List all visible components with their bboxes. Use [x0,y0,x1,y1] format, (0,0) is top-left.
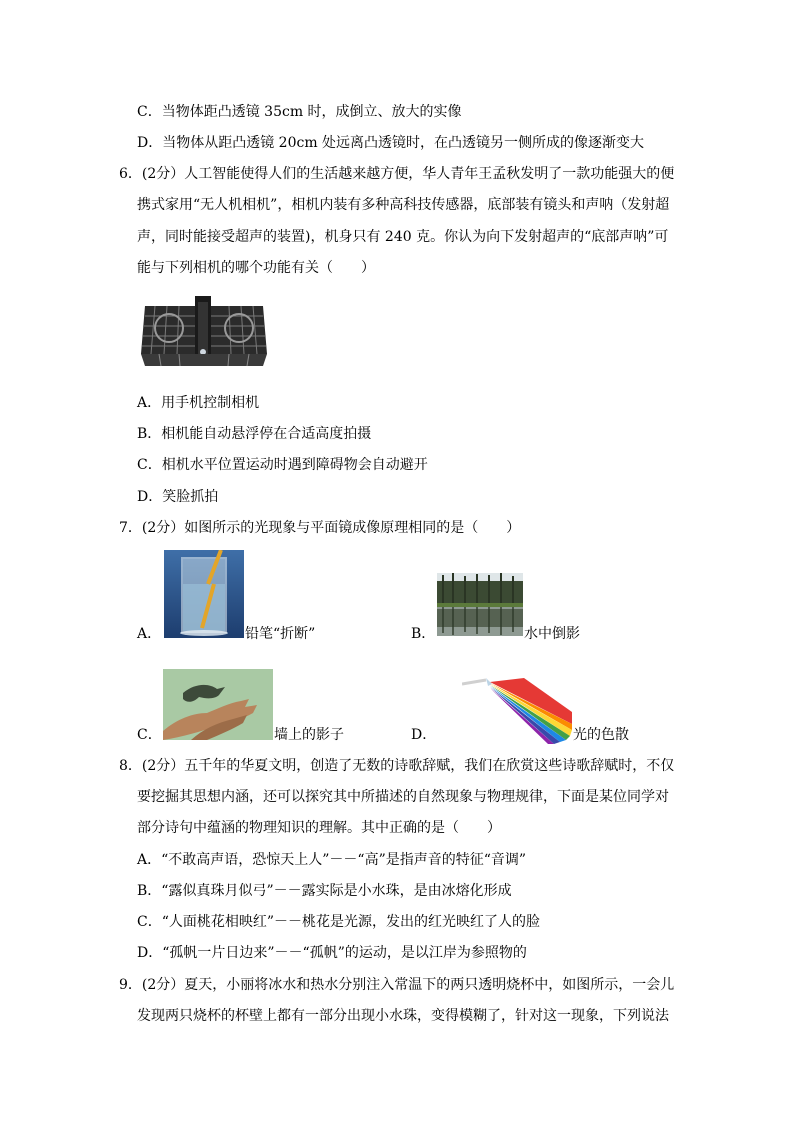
q7-option-c-caption: 墙上的影子 [274,727,344,743]
q8-option-a: A．“不敢高声语，恐惊天上人”－－“高”是指声音的特征“音调” [137,852,527,868]
q8-stem-line-1: 8．(2分）五千年的华夏文明，创造了无数的诗歌辞赋，我们在欣赏这些诗歌辞赋时，不仅 [119,758,675,774]
pencil-in-water-image [164,550,244,638]
q9-stem-line-2: 发现两只烧杯的杯壁上都有一部分出现小水珠，变得模糊了，针对这一现象，下列说法 [137,1008,669,1024]
q6-option-c: C．相机水平位置运动时遇到障碍物会自动避开 [137,457,428,473]
q5-option-d: D．当物体从距凸透镜 20cm 处远离凸透镜时，在凸透镜另一侧所成的像逐渐变大 [137,135,645,151]
q8-stem-line-2: 要挖掘其思想内涵，还可以探究其中所描述的自然现象与物理规律，下面是某位同学对 [137,789,669,805]
hand-shadow-image [163,669,273,740]
q7-option-d-caption: 光的色散 [573,727,629,743]
q6-stem-line-4: 能与下列相机的哪个功能有关（ ） [137,260,375,276]
q8-option-c: C．“人面桃花相映红”－－桃花是光源，发出的红光映红了人的脸 [137,914,541,930]
q6-option-b: B．相机能自动悬浮停在合适高度拍摄 [137,426,372,442]
q6-option-a: A．用手机控制相机 [137,395,260,411]
q7-option-b-caption: 水中倒影 [524,626,580,642]
q5-option-c: C．当物体距凸透镜 35cm 时，成倒立、放大的实像 [137,104,462,120]
q6-stem-line-1: 6．(2分）人工智能使得人们的生活越来越方便，华人青年王孟秋发明了一款功能强大的便 [119,166,675,182]
q8-option-d: D．“孤帆一片日边来”－－“孤帆”的运动，是以江岸为参照物的 [137,945,527,961]
q8-option-b: B．“露似真珠月似弓”－－露实际是小水珠，是由冰熔化形成 [137,883,512,899]
q6-option-d: D．笑脸抓拍 [137,489,219,505]
q9-stem-line-1: 9．(2分）夏天，小丽将冰水和热水分别注入常温下的两只透明烧杯中，如图所示，一会儿 [119,977,675,993]
q7-option-b-letter: B． [411,626,436,642]
q6-stem-line-2: 携式家用“无人机相机”，相机内装有多种高科技传感器，底部装有镜头和声呐（发射超 [137,197,670,213]
q7-option-a-caption: 铅笔“折断” [245,626,316,642]
q7-option-a-letter: A． [137,626,162,642]
water-reflection-image [437,573,523,636]
q7-option-c-letter: C． [137,727,162,743]
q7-stem: 7．(2分）如图所示的光现象与平面镜成像原理相同的是（ ） [119,520,521,536]
drone-camera-image [139,294,269,374]
q8-stem-line-3: 部分诗句中蕴涵的物理知识的理解。其中正确的是（ ） [137,820,501,836]
q6-stem-line-3: 声，同时能接受超声的装置)，机身只有 240 克。你认为向下发射超声的“底部声呐”可 [137,229,669,245]
q7-option-d-letter: D． [411,727,437,743]
light-dispersion-image [462,676,572,744]
